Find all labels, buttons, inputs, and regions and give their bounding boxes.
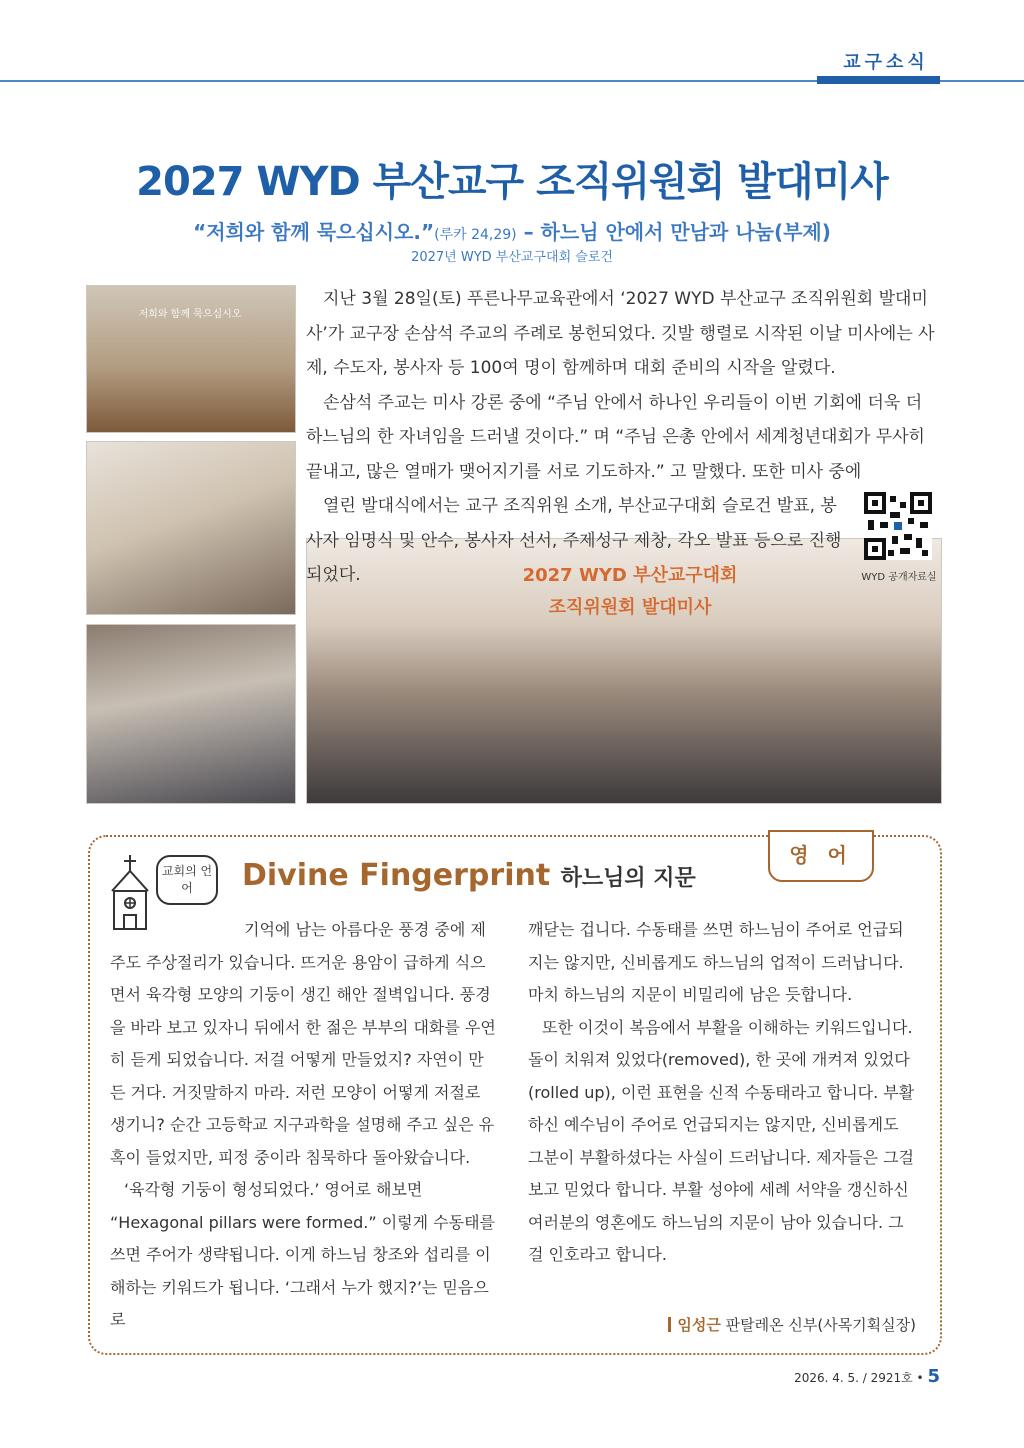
page-number: 5	[927, 1366, 940, 1387]
article-body	[306, 282, 940, 593]
section-label: 교구소식	[843, 52, 929, 73]
subtitle-quote: “저희와 함께 묵으십시오.”	[193, 220, 435, 244]
article-title: 2027 WYD 부산교구 조직위원회 발대미사	[136, 159, 888, 205]
column-paragraph: 또한 이것이 복음에서 부활을 이해하는 키워드입니다. 돌이 치워져 있었다(removed), 한 곳에 개켜져 있었다(rolled up), 이런 표현을 신적 수동태라고 합니다. 부활하신 예수님이 주어로 언급되지는 않지만, 신비롭게도 그분이 부활하셨다는 사실이 드러납니다. 제자들은 그걸 보고 믿었다 합니다. 부활 성야에 세례 서약을 갱신하신 여러분의 영혼에도 하느님의 지문이 남아 있습니다. 그걸 인호라고 합니다.	[528, 1017, 915, 1264]
author-title: 판탈레온 신부(사목기획실장)	[725, 1316, 916, 1334]
column-paragraph: 기억에 남는 아름다운 풍경 중에 제주도 주상절리가 있습니다. 뜨거운 용암이 급하게 식으면서 육각형 모양의 기둥이 생긴 해안 절벽입니다. 풍경을 바라 보고 있자니 뒤에서 한 젊은 부부의 대화를 우연히 듣게 되었습니다. 저걸 어떻게 만들었지? 자연이 만든 거다. 거짓말하지 마라. 저런 모양이 어떻게 저절로 생기니? 순간 고등학교 지구과학을 설명해 주고 싶은 유혹이 들었지만, 피정 중이라 침묵하다 돌아왔습니다.	[110, 920, 496, 1167]
article-subtitle	[0, 216, 1024, 245]
column-paragraph: ‘육각형 기둥이 형성되었다.’ 영어로 해보면 “Hexagonal pillars were formed.” 이렇게 수동태를 쓰면 주어가 생략됩니다. 이게 하느님 창조와 섭리를 이해하는 키워드가 됩니다. ‘그래서 누가 했지?’는 믿음으로	[110, 1180, 496, 1329]
photo-oath	[86, 624, 296, 804]
church-language-bubble: 교회의 언어	[156, 855, 218, 905]
header-tab-marker	[817, 76, 940, 84]
slogan-caption: 2027년 WYD 부산교구대회 슬로건	[411, 250, 613, 265]
byline-bar	[668, 1317, 671, 1332]
language-tag: 영 어	[768, 830, 874, 882]
page-footer	[780, 1366, 940, 1387]
photo-laying-on-hands	[86, 441, 296, 615]
photo-screen-caption: 저희와 함께 묵으십시오	[138, 309, 242, 320]
column-title	[242, 858, 696, 893]
screen-line-2: 조직위원회 발대미사	[548, 597, 712, 618]
screen-line-1: 2027 WYD 부산교구대회	[522, 565, 738, 586]
article-paragraph: 손삼석 주교는 미사 강론 중에 “주님 안에서 하나인 우리들이 이번 기회에 더욱 더 하느님의 한 자녀임을 드러낼 것이다.” 며 “주님 은총 안에서 세계청년대회가 무사히 끝내고, 많은 열매가 맺어지기를 서로 기도하자.” 고 말했다. 또한 미사 중에	[306, 392, 925, 482]
qr-caption: WYD 공개자료실	[861, 572, 937, 583]
column-paragraph: 깨닫는 겁니다. 수동태를 쓰면 하느님이 주어로 언급되지는 않지만, 신비롭게도 하느님의 업적이 드러납니다. 마치 하느님의 지문이 비밀리에 남은 듯합니다.	[528, 920, 904, 1004]
column-byline	[640, 1314, 916, 1335]
article-paragraph: 지난 3월 28일(토) 푸른나무교육관에서 ‘2027 WYD 부산교구 조직위원회 발대미사’가 교구장 손삼석 주교의 주례로 봉헌되었다. 깃발 행렬로 시작된 이날 미사에는 사제, 수도자, 봉사자 등 100여 명이 함께하며 대회 준비의 시작을 알렸다.	[306, 289, 935, 378]
author-name: 임성근	[677, 1316, 721, 1334]
subtitle-theme: – 하느님 안에서 만남과 나눔(부제)	[516, 220, 831, 244]
column-title-ko: 하느님의 지문	[560, 866, 696, 891]
column-right	[528, 914, 916, 1272]
issue-info: 2026. 4. 5. / 2921호 •	[794, 1371, 924, 1385]
subtitle-ref: (루카 24,29)	[434, 227, 517, 243]
column-title-en: Divine Fingerprint	[242, 858, 551, 893]
column-left	[110, 914, 496, 1337]
qr-code-icon[interactable]	[864, 492, 932, 560]
article-paragraph: 열린 발대식에서는 교구 조직위원 소개, 부산교구대회 슬로건 발표, 봉사자 임명식 및 안수, 봉사자 선서, 주제성구 제창, 각오 발표 등으로 진행되었다.	[306, 496, 842, 585]
